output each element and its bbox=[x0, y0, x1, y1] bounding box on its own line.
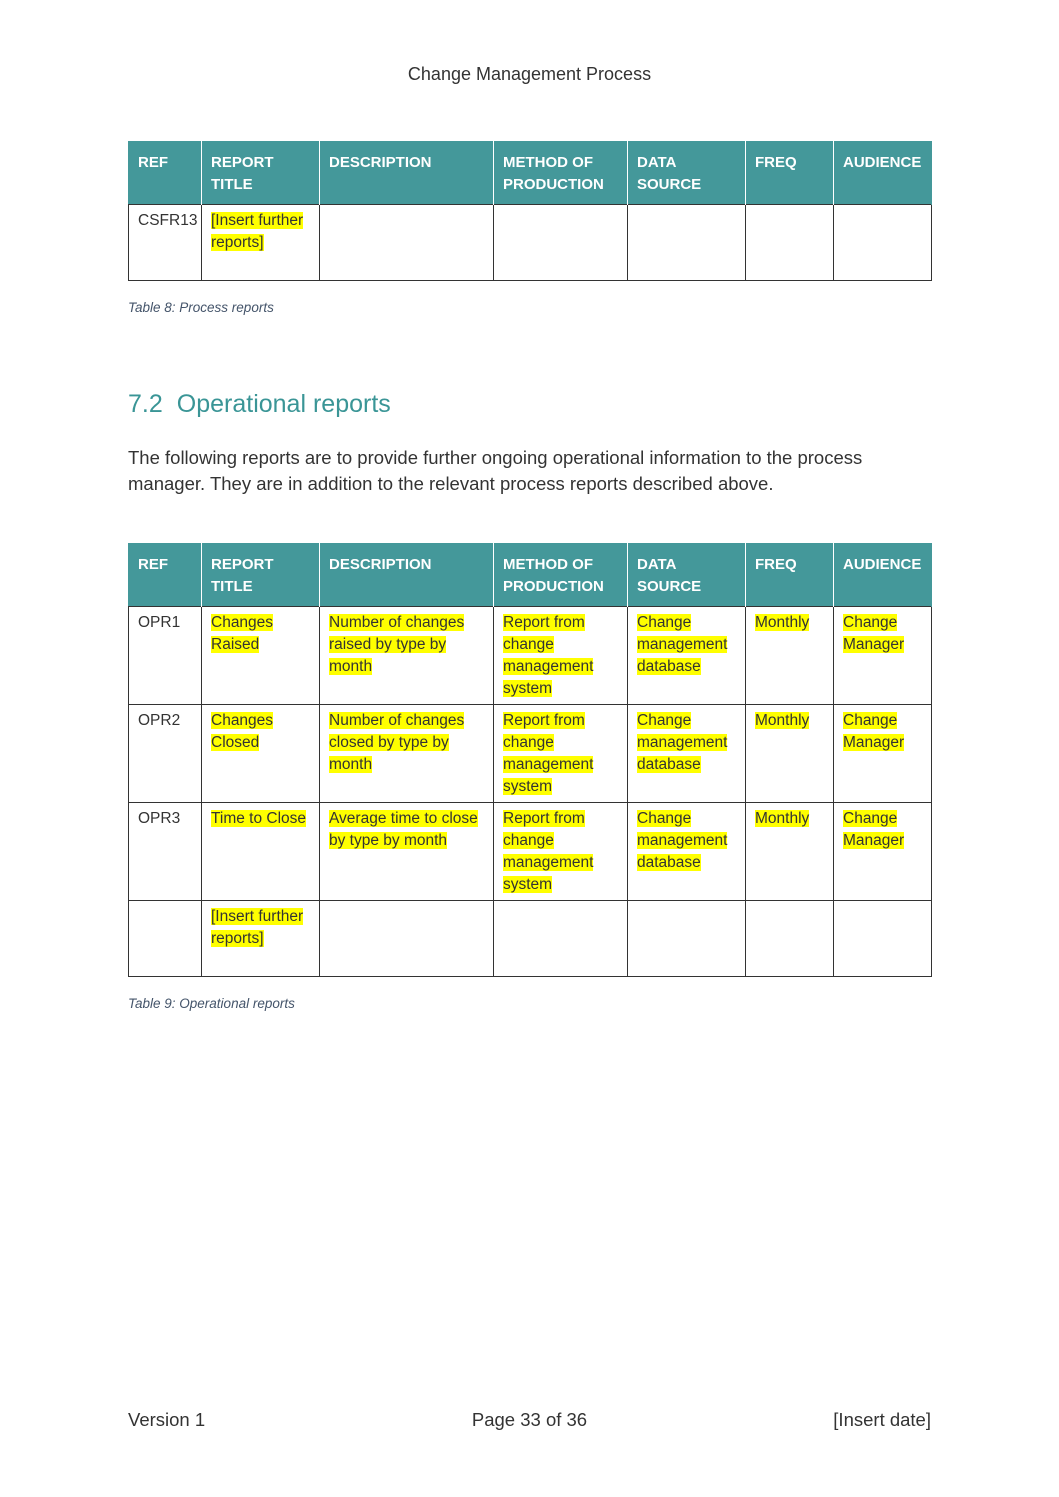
table-caption: Table 9: Operational reports bbox=[128, 996, 295, 1011]
highlighted-text: Report from change management system bbox=[503, 614, 594, 697]
section-number: 7.2 bbox=[128, 390, 163, 418]
table-header-row bbox=[129, 544, 932, 607]
cell-title bbox=[202, 607, 320, 705]
table-row bbox=[129, 803, 932, 901]
cell-ref: OPR1 bbox=[129, 607, 202, 705]
cell-title bbox=[202, 901, 320, 977]
column-header-freq: FREQ bbox=[746, 544, 834, 607]
highlighted-text: [Insert further reports] bbox=[211, 908, 304, 947]
cell-method bbox=[494, 705, 628, 803]
cell-audience bbox=[834, 901, 932, 977]
process-reports-table bbox=[128, 141, 932, 281]
cell-title bbox=[202, 705, 320, 803]
cell-source bbox=[628, 901, 746, 977]
highlighted-text: Average time to close by type by month bbox=[329, 810, 478, 849]
highlighted-text: Report from change management system bbox=[503, 712, 594, 795]
column-header-method: METHOD OF PRODUCTION bbox=[494, 142, 628, 205]
column-header-audience: AUDIENCE bbox=[834, 544, 932, 607]
highlighted-text: Changes Raised bbox=[211, 614, 274, 653]
cell-ref: CSFR13 bbox=[129, 205, 202, 281]
column-header-data-source: DATA SOURCE bbox=[628, 544, 746, 607]
cell-description bbox=[320, 205, 494, 281]
highlighted-text: Report from change management system bbox=[503, 810, 594, 893]
highlighted-text: Change Manager bbox=[843, 614, 905, 653]
cell-source bbox=[628, 705, 746, 803]
section-body: The following reports are to provide further ongoing operational information to the process manager. They are in addition to the relevant process reports described above. bbox=[128, 447, 863, 494]
highlighted-text: Number of changes closed by type by month bbox=[329, 712, 465, 773]
cell-description bbox=[320, 607, 494, 705]
footer-date: [Insert date] bbox=[833, 1409, 931, 1430]
cell-title bbox=[202, 205, 320, 281]
cell-description bbox=[320, 803, 494, 901]
table-row bbox=[129, 705, 932, 803]
cell-ref: OPR2 bbox=[129, 705, 202, 803]
table-row bbox=[129, 607, 932, 705]
highlighted-text: Change management database bbox=[637, 810, 728, 871]
section-heading bbox=[128, 390, 391, 419]
cell-description bbox=[320, 901, 494, 977]
section-title: Operational reports bbox=[176, 390, 391, 418]
highlighted-text: [Insert further reports] bbox=[211, 212, 304, 251]
column-header-data-source: DATA SOURCE bbox=[628, 142, 746, 205]
column-header-audience: AUDIENCE bbox=[834, 142, 932, 205]
highlighted-text: Change Manager bbox=[843, 810, 905, 849]
cell-freq bbox=[746, 803, 834, 901]
table-row bbox=[129, 901, 932, 977]
table-row bbox=[129, 205, 932, 281]
cell-source bbox=[628, 607, 746, 705]
highlighted-text: Change management database bbox=[637, 712, 728, 773]
column-header-ref: REF bbox=[129, 142, 202, 205]
highlighted-text: Changes Closed bbox=[211, 712, 274, 751]
footer-page-number: Page 33 of 36 bbox=[471, 1409, 588, 1430]
cell-audience bbox=[834, 607, 932, 705]
cell-method bbox=[494, 901, 628, 977]
column-header-freq: FREQ bbox=[746, 142, 834, 205]
highlighted-text: Monthly bbox=[755, 810, 810, 827]
highlighted-text: Monthly bbox=[755, 614, 810, 631]
cell-source bbox=[628, 205, 746, 281]
cell-audience bbox=[834, 205, 932, 281]
cell-method bbox=[494, 803, 628, 901]
running-header: Change Management Process bbox=[407, 64, 652, 84]
cell-audience bbox=[834, 705, 932, 803]
cell-freq bbox=[746, 901, 834, 977]
cell-method bbox=[494, 205, 628, 281]
table-header-row bbox=[129, 142, 932, 205]
highlighted-text: Change Manager bbox=[843, 712, 905, 751]
cell-freq bbox=[746, 205, 834, 281]
footer-version: Version 1 bbox=[128, 1409, 206, 1430]
column-header-report-title: REPORT TITLE bbox=[202, 544, 320, 607]
cell-freq bbox=[746, 607, 834, 705]
highlighted-text: Monthly bbox=[755, 712, 810, 729]
cell-source bbox=[628, 803, 746, 901]
cell-ref: OPR3 bbox=[129, 803, 202, 901]
column-header-description: DESCRIPTION bbox=[320, 544, 494, 607]
highlighted-text: Time to Close bbox=[211, 810, 307, 827]
cell-title bbox=[202, 803, 320, 901]
cell-ref bbox=[129, 901, 202, 977]
highlighted-text: Number of changes raised by type by month bbox=[329, 614, 465, 675]
column-header-report-title: REPORT TITLE bbox=[202, 142, 320, 205]
operational-reports-table bbox=[128, 543, 932, 977]
table-caption: Table 8: Process reports bbox=[128, 300, 274, 315]
cell-method bbox=[494, 607, 628, 705]
cell-audience bbox=[834, 803, 932, 901]
cell-description bbox=[320, 705, 494, 803]
cell-freq bbox=[746, 705, 834, 803]
column-header-description: DESCRIPTION bbox=[320, 142, 494, 205]
highlighted-text: Change management database bbox=[637, 614, 728, 675]
column-header-method: METHOD OF PRODUCTION bbox=[494, 544, 628, 607]
column-header-ref: REF bbox=[129, 544, 202, 607]
